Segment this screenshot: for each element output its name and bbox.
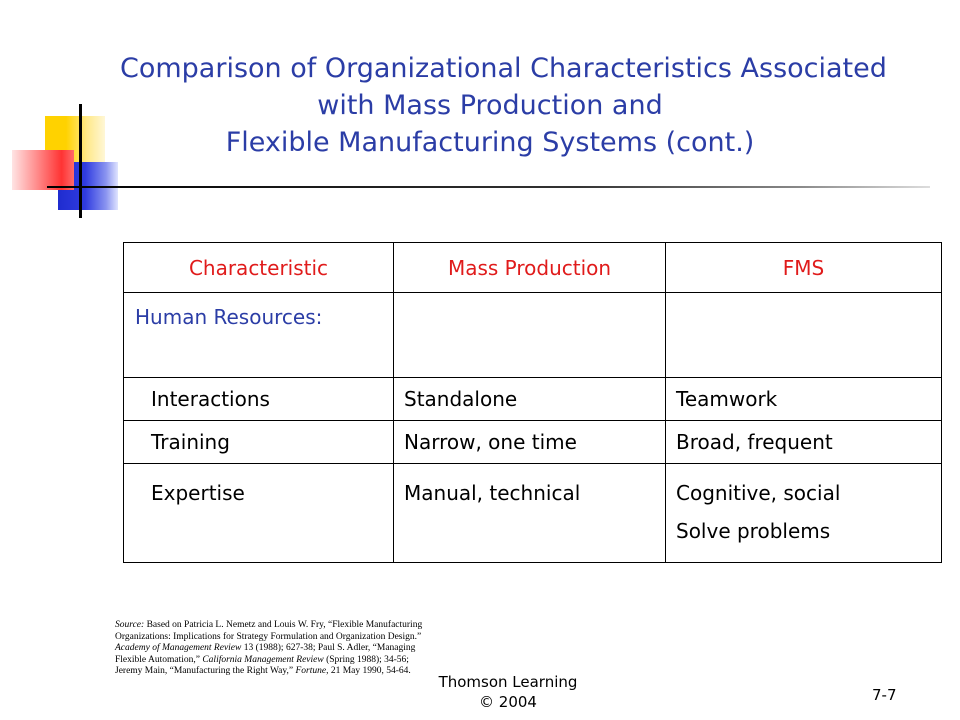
source-journal-3: Fortune — [295, 666, 327, 676]
slide-title — [120, 50, 887, 161]
footer-publisher — [426, 672, 590, 712]
cell-text-line-1: Cognitive, social — [676, 481, 841, 505]
cell-fms: Teamwork — [666, 378, 942, 421]
source-text-2: 13 (1988); 627-38; Paul S. Adler, “Managing Flexible Automation,” — [115, 643, 416, 665]
cell-text-line-2: Solve problems — [676, 519, 831, 543]
cell-mass-production: Standalone — [394, 378, 666, 421]
table-cell-empty — [666, 293, 942, 378]
source-citation — [115, 620, 425, 678]
source-label: Source: — [115, 620, 145, 630]
title-line-1: Comparison of Organizational Characteristics Associated — [120, 53, 887, 84]
cell-text: Expertise — [151, 481, 245, 505]
footer-line-2: © 2004 — [479, 693, 537, 711]
decor-red-square — [12, 150, 74, 190]
cell-mass-production — [394, 464, 666, 563]
source-text-4: , 21 May 1990, 54-64. — [326, 666, 411, 676]
header-characteristic: Characteristic — [124, 243, 394, 293]
decor-vertical-line — [79, 104, 82, 218]
cell-characteristic: Interactions — [124, 378, 394, 421]
comparison-table — [123, 242, 942, 563]
footer-line-1: Thomson Learning — [438, 673, 578, 691]
header-fms: FMS — [666, 243, 942, 293]
source-text-3: (Spring 1988); 34-56; Jeremy Main, “Manufacturing the Right Way,” — [115, 654, 409, 676]
table-cell-empty — [394, 293, 666, 378]
section-label: Human Resources: — [124, 293, 394, 378]
table-section-row — [124, 293, 942, 378]
cell-characteristic: Training — [124, 421, 394, 464]
cell-fms — [666, 464, 942, 563]
cell-mass-production: Narrow, one time — [394, 421, 666, 464]
source-text-1: Based on Patricia L. Nemetz and Louis W. Fry, “Flexible Manufacturing Organizations: Implications for Strategy Formulation and Organization Design.” — [115, 620, 423, 642]
cell-characteristic — [124, 464, 394, 563]
table-row — [124, 378, 942, 421]
source-journal-1: Academy of Management Review — [115, 643, 242, 653]
table-row — [124, 464, 942, 563]
cell-text: Manual, technical — [404, 481, 581, 505]
header-mass-production: Mass Production — [394, 243, 666, 293]
page-number: 7-7 — [872, 686, 897, 704]
source-journal-2: California Management Review — [202, 654, 324, 665]
table-header-row — [124, 243, 942, 293]
decor-horizontal-rule — [47, 186, 930, 188]
title-line-2: with Mass Production and — [317, 90, 663, 121]
cell-fms: Broad, frequent — [666, 421, 942, 464]
table-row — [124, 421, 942, 464]
title-line-3: Flexible Manufacturing Systems (cont.) — [225, 127, 755, 158]
